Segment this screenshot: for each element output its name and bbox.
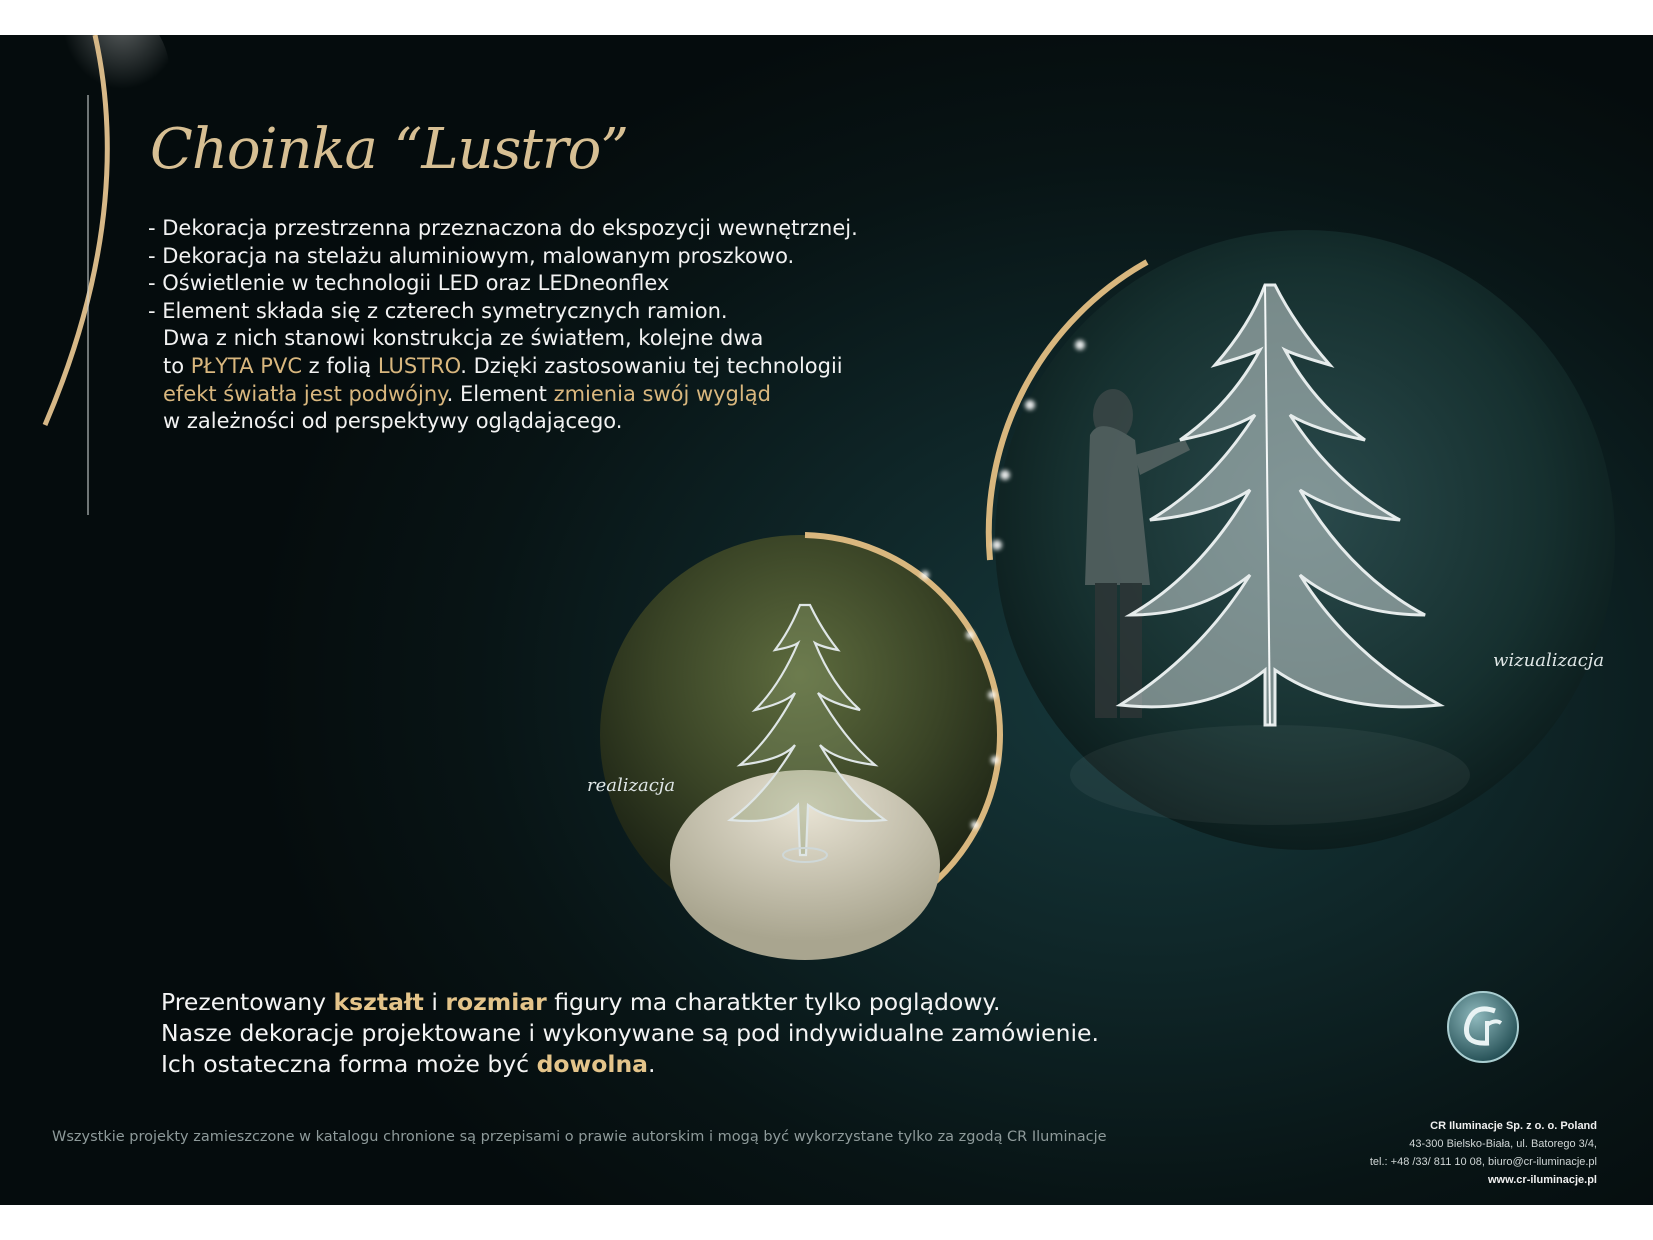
feature-text: . Element xyxy=(446,381,554,406)
company-address: 43-300 Bielsko-Biała, ul. Batorego 3/4, xyxy=(1409,1138,1597,1150)
page-title: Choinka “Lustro” xyxy=(150,117,628,182)
tree-illustration xyxy=(560,215,1653,975)
feature-text: - Element składa się z czterech symetrycznych ramion. xyxy=(148,298,728,323)
feature-text: z folią xyxy=(302,353,378,378)
caption-wizualizacja: wizualizacja xyxy=(1493,650,1605,671)
disclaimer-segment: figury ma charatkter tylko poglądowy. xyxy=(546,988,1001,1016)
disclaimer-line xyxy=(161,987,1099,1018)
company-name: CR Iluminacje Sp. z o. o. Poland xyxy=(1430,1120,1597,1132)
company-info xyxy=(1370,1117,1597,1189)
feature-text: w zależności od perspektywy oglądającego. xyxy=(163,409,623,434)
disclaimer-segment: . xyxy=(648,1050,656,1078)
disclaimer-segment: Ich ostateczna forma może być xyxy=(161,1050,537,1078)
company-contact: tel.: +48 /33/ 811 10 08, biuro@cr-iluminacje.pl xyxy=(1369,1156,1597,1168)
feature-text: to xyxy=(163,353,191,378)
emphasis-text: kształt xyxy=(333,988,424,1016)
caption-realizacja: realizacja xyxy=(587,775,676,796)
feature-text: - Oświetlenie w technologii LED oraz LEDneonflex xyxy=(148,271,670,296)
emphasis-text: rozmiar xyxy=(445,988,547,1016)
feature-text: - Dekoracja na stelażu aluminiowym, malowanym proszkowo. xyxy=(148,243,795,268)
highlight-text: LUSTRO xyxy=(377,353,461,378)
disclaimer-text xyxy=(161,987,1099,1080)
highlight-text: PŁYTA PVC xyxy=(190,353,302,378)
feature-text: Dwa z nich stanowi konstrukcja ze światłem, kolejne dwa xyxy=(163,326,764,351)
disclaimer-segment: i xyxy=(423,988,446,1016)
disclaimer-segment: Nasze dekoracje projektowane i wykonywane są pod indywidualne zamówienie. xyxy=(161,1019,1099,1047)
emphasis-text: dowolna xyxy=(536,1050,649,1078)
disclaimer-line xyxy=(161,1018,1099,1049)
disclaimer-line xyxy=(161,1049,1099,1080)
highlight-text: efekt światła jest podwójny xyxy=(163,381,447,406)
catalog-page xyxy=(0,35,1653,1205)
copyright-notice: Wszystkie projekty zamieszczone w katalogu chronione są przepisami o prawie autorskim i mogą być wykorzystane tylko za zgodą CR Iluminacje xyxy=(52,1129,1107,1145)
highlight-text: zmienia swój wygląd xyxy=(553,381,771,406)
disclaimer-segment: Prezentowany xyxy=(161,988,334,1016)
company-website[interactable]: www.cr-iluminacje.pl xyxy=(1487,1174,1597,1186)
feature-text: . Dzięki zastosowaniu tej technologii xyxy=(460,353,843,378)
cr-logo-icon xyxy=(1443,987,1523,1067)
feature-text: - Dekoracja przestrzenna przeznaczona do ekspozycji wewnętrznej. xyxy=(148,216,858,240)
